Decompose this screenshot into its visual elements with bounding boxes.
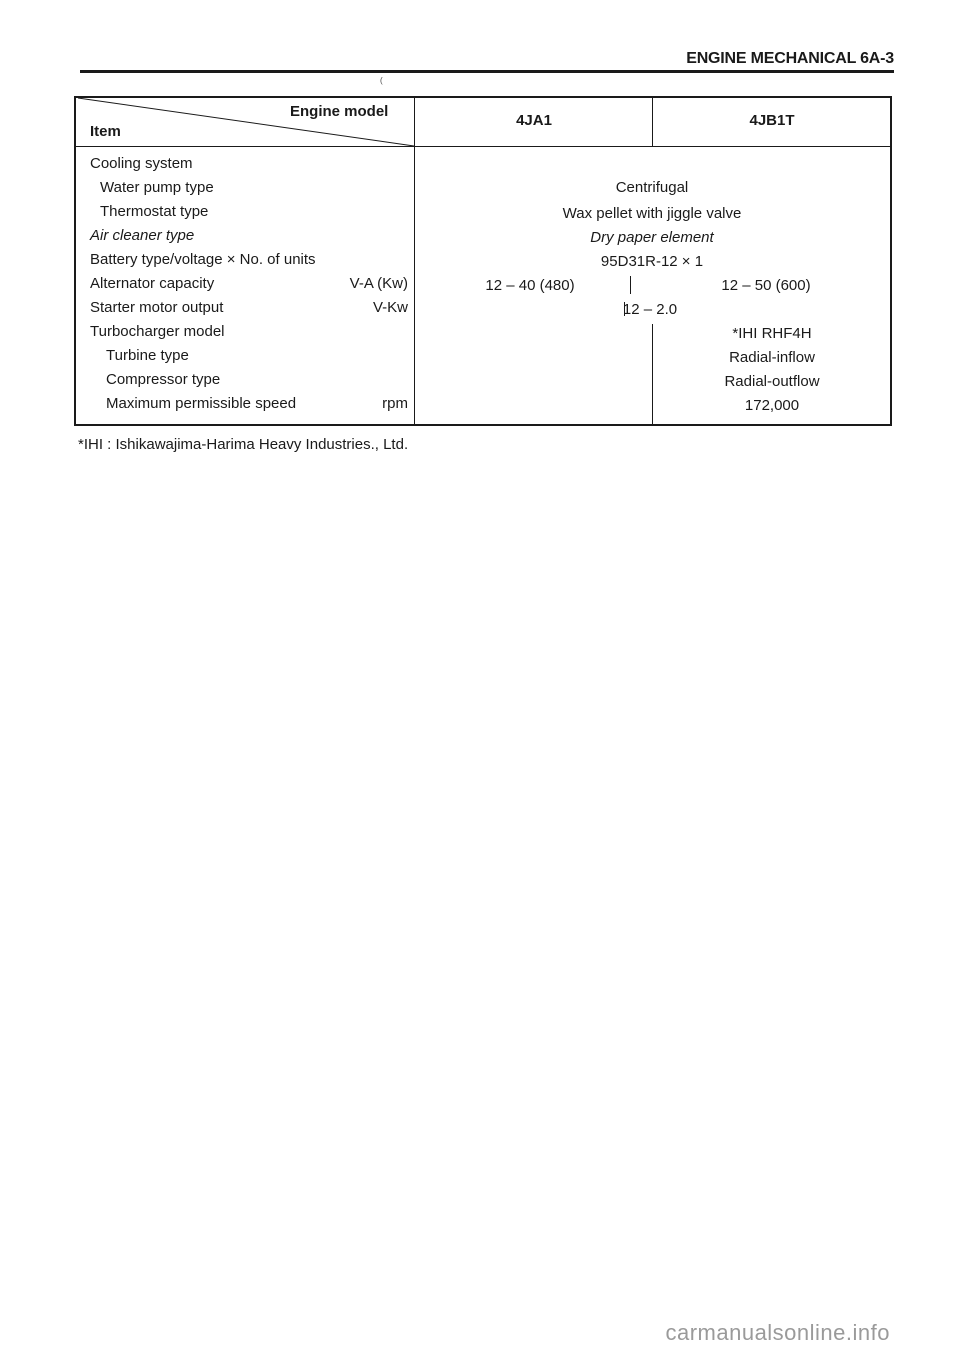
value-air-cleaner: Dry paper element [590,229,714,246]
row-label-thermostat-type: Thermostat type [100,203,209,220]
watermark: carmanualsonline.info [665,1320,890,1345]
value-battery: 95D31R-12 × 1 [600,253,704,270]
row-label-turbocharger: Turbocharger model [90,323,225,340]
row-label-battery: Battery type/voltage × No. of units [90,251,316,268]
column-header-4ja1: 4JA1 [516,112,552,129]
row-label-compressor-type: Compressor type [106,371,221,388]
row-label-max-speed: Maximum permissible speed [106,395,297,412]
row-label-cooling-system: Cooling system [90,155,193,172]
model-header-divider [652,98,653,146]
row-label-starter: Starter motor output [90,299,224,316]
row-label-turbine-type: Turbine type [106,347,189,364]
row-label-water-pump-type: Water pump type [100,179,214,196]
value-water-pump: Centrifugal [615,179,689,196]
model-split-alternator [630,276,631,294]
value-thermostat: Wax pellet with jiggle valve [562,205,742,222]
value-max-speed-4jb1t: 172,000 [744,397,800,414]
value-starter: 12 – 2.0 [622,301,678,318]
page-header-title: ENGINE MECHANICAL 6A-3 [686,50,894,67]
row-unit-starter: V-Kw [372,299,408,316]
value-compressor-4jb1t: Radial-outflow [724,373,820,390]
header-divider [76,146,890,147]
value-turbocharger-4jb1t: *IHI RHF4H [732,325,812,342]
corner-item-label: Item [90,123,121,140]
model-split-lower [652,324,653,424]
row-unit-max-speed: rpm [382,395,408,412]
value-alternator-4jb1t: 12 – 50 (600) [721,277,811,294]
corner-engine-model-label: Engine model [290,103,389,120]
spec-table [74,96,892,426]
stray-mark: ( [380,76,383,85]
footnote-ihi: *IHI : Ishikawajima-Harima Heavy Industries., Ltd. [78,436,409,453]
row-label-air-cleaner-type: Air cleaner type [90,227,195,244]
value-alternator-4ja1: 12 – 40 (480) [485,277,575,294]
item-column-divider [414,98,415,424]
value-turbine-4jb1t: Radial-inflow [729,349,815,366]
row-label-alternator: Alternator capacity [90,275,215,292]
row-unit-alternator: V-A (Kw) [349,275,408,292]
header-rule [80,70,894,73]
column-header-4jb1t: 4JB1T [749,112,795,129]
